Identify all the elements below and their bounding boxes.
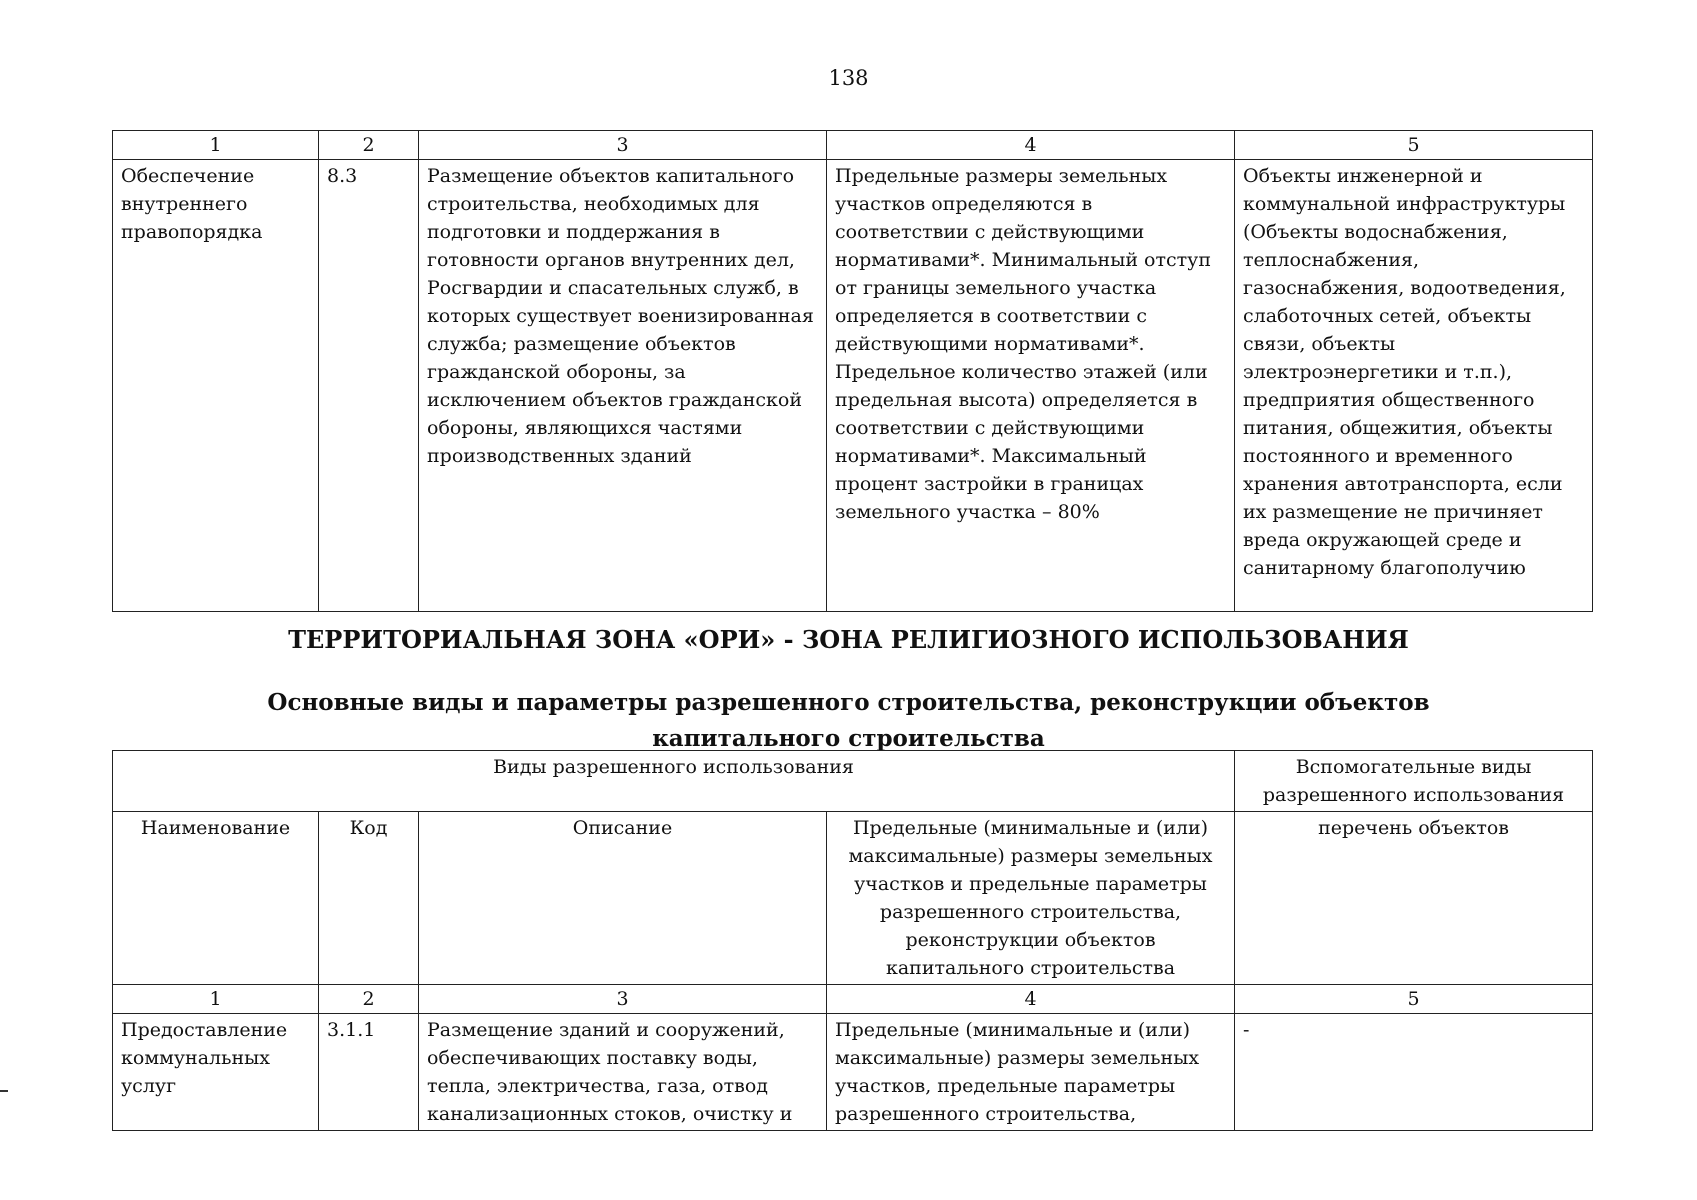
use-name: Обеспечение внутреннего правопорядка [113,160,319,612]
table-continuation [112,130,1593,612]
use-params: Предельные размеры земельных участков определяются в соответствии с действующими нормативами*. Минимальный отступ от границы земельного участка определяется в соответствии с действующими нормативами*. Предельное количество этажей (или предельная высота) определяется в соответствии с действующими нормативами*. Максимальный процент застройки в границах земельного участка – 80% [827,160,1235,612]
table-row [113,1014,1593,1131]
zone-title: ТЕРРИТОРИАЛЬНАЯ ЗОНА «ОРИ» - ЗОНА РЕЛИГИОЗНОГО ИСПОЛЬЗОВАНИЯ [288,625,1409,654]
column-number-row [113,985,1593,1014]
col-number: 4 [827,131,1235,160]
section-title: Основные виды и параметры разрешенного строительства, реконструкции объектов капитального строительства [267,689,1430,752]
column-number-row [113,131,1593,160]
col-number: 2 [319,985,419,1014]
use-code: 8.3 [319,160,419,612]
header-code: Код [319,812,419,985]
col-number: 3 [419,985,827,1014]
header-row-main [113,751,1593,812]
page-number: 138 [828,66,869,90]
use-description: Размещение объектов капитального строительства, необходимых для подготовки и поддержания в готовности органов внутренних дел, Росгвардии и спасательных служб, в которых существует военизированная служба; размещение объектов гражданской обороны, за исключением объектов гражданской обороны, являющихся частями производственных зданий [419,160,827,612]
use-params: Предельные (минимальные и (или) максимальные) размеры земельных участков, предельные параметры разрешенного строительства, [827,1014,1235,1131]
use-code: 3.1.1 [319,1014,419,1131]
col-number: 4 [827,985,1235,1014]
use-auxiliary: - [1235,1014,1593,1131]
col-number: 1 [113,985,319,1014]
col-number: 1 [113,131,319,160]
table-row [113,160,1593,612]
margin-mark [0,1090,8,1092]
header-params: Предельные (минимальные и (или) максимальные) размеры земельных участков и предельные параметры разрешенного строительства, реконструкции объектов капитального строительства [827,812,1235,985]
col-number: 5 [1235,131,1593,160]
use-auxiliary: Объекты инженерной и коммунальной инфраструктуры (Объекты водоснабжения, теплоснабжения, газоснабжения, водоотведения, слаботочных сетей, объекты связи, объекты электроэнергетики и т.п.), предприятия общественного питания, общежития, объекты постоянного и временного хранения автотранспорта, если их размещение не причиняет вреда окружающей среде и санитарному благополучию [1235,160,1593,612]
header-description: Описание [419,812,827,985]
col-number: 5 [1235,985,1593,1014]
header-row-columns [113,812,1593,985]
use-description: Размещение зданий и сооружений, обеспечивающих поставку воды, тепла, электричества, газа, отвод канализационных стоков, очистку и [419,1014,827,1131]
header-aux-list: перечень объектов [1235,812,1593,985]
header-main: Виды разрешенного использования [113,751,1235,812]
col-number: 2 [319,131,419,160]
table-zone-ori [112,750,1593,1131]
use-name: Предоставление коммунальных услуг [113,1014,319,1131]
header-name: Наименование [113,812,319,985]
header-aux: Вспомогательные виды разрешенного использования [1235,751,1593,812]
col-number: 3 [419,131,827,160]
